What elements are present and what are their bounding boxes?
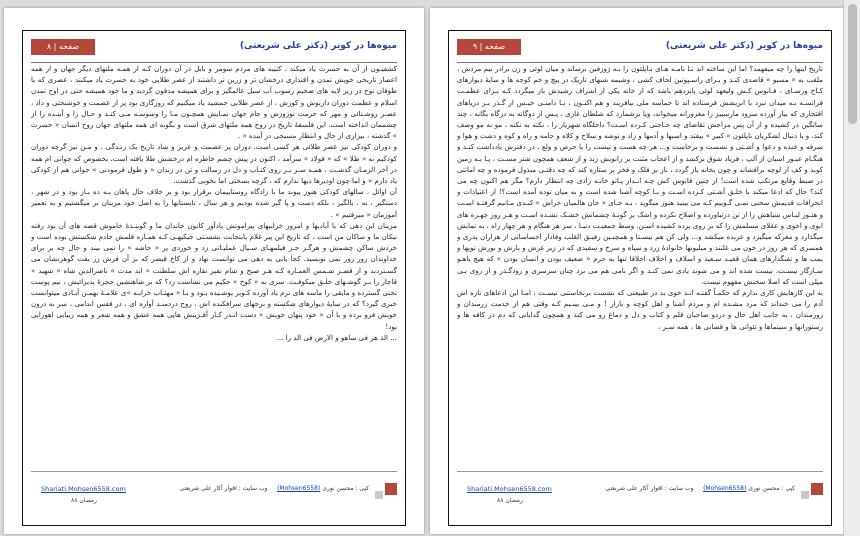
paragraph: و دوران کودکی نیز عصر طلائی هر کسی است. دوران پر عصمت و عزیز و شاد تاریخ یک زنـدگی . و مـن نیز گرچه دوران کودکیم نه « طلا » که « فولاد » سرآمد ، اکنون در پیش چشم خاطره ام درخشش طلا یافته است. بخصوص که جوانی ام همه در آخر الزمـان گذشـت ، همـه سـر بـر روی کتـاب و دل در رسالت و تن در زندان « و طول فرمودنی » جوانی هم از کودکی یاد دارم « و اما چون اودیرها دیها ندارم که ، گرچه بسختی اما بخوبی گذشت.	[31, 142, 397, 186]
book-title: میوه‌ها در کویر (دکتر علی شریعتی)	[239, 41, 397, 51]
page-footer	[31, 471, 397, 517]
footer-author-link[interactable]: (Mohsen6558)	[703, 485, 747, 492]
page-body	[31, 63, 397, 463]
running-head	[23, 37, 405, 57]
page-8	[4, 8, 424, 534]
footer-divider	[457, 471, 823, 472]
scrollbar-thumb[interactable]	[848, 4, 857, 124]
footer-site-link[interactable]: Shariati.Mohsen6558.com	[467, 485, 552, 493]
footer-author	[605, 485, 795, 492]
paragraph: کشفیـون از آن به حسرت یاد میکند ، کتیبه های مردم سومر و بابل در آن دوران کـه از همـه ملتهای دیگر جهان و از همه اعصار تاریخی خویش تمدن و اقتداری درخشان تر و زرین تر داشتند از عصر طلایی خود به حسرت یاد میکنند ، عصری که با طوفان نوح در زیر لایه های ضخیم رسوب آب سیل عالمگیر و برای همیشه مدفون گردید و ما خود همیشه حتی در اوج تمدن اسلام و عظمت دوران داریوش و کورش ، از عصر طلایی جمشید یاد میکنیم که روزگاری بود پر از عصمت و خوشبختی و داد ، عصـر روشـنائی و مهر که حرمت نوروزش و جام جهان نمـایش همچـون مـا را وسوسـه مـی کنـد و حـال را و آینـده را از چشممان انداخته است. این فلسفهٔ تاریخ در روح همه ملتهای شرق است و بگونه ای همه ملتهای جهان روح انسان « حسرت » گذشته ، بیزاری از حال و انتظار مسیحی در آینده « .	[31, 64, 397, 141]
paragraph: آن اوائل ، سالهای کودکی هنوز پیوند ما با زادگاه روستاییمان برقرار بود و بر خلاف حال پاهان بـه ده بـاز بود و در شهر ، دستگیر ، نه ، بالگیر ، بلکه دست و پا گیر شده بودیم و هر سال ، تابستانها را به اصل خود مزینان بر میگشتیم و به تعمیر آموزمان « میرفتیم » .	[31, 187, 397, 219]
page-frame	[448, 30, 832, 526]
footer-accent-square	[385, 483, 397, 495]
paragraph: تاریخ اینها را چه میفهمد؟ اما این ساخته اند تـا نامـه هـای نـاپلئون را بـه ژوزفین برساند و میان لوئی و زن برادر نیم مردش ، ملقب به « مسیو » قاصدی کنـد و بـرای راسـپوتین لحاف کشی ، وشیمه شبهای تاریک در پیچ و خم کوچه ها و سایهٔ دیوارهای کـاخ ورسـای ، فـانوس کـش ولیعهد لوئی پانزدهم باشد که از خانه یکی از اشراف رشیدش باز میگردد کـه بـرای عظمـت فرانسـه بـه میدان نبرد با انریشش فرستاده اند تا حماسه ملی بیافریند و هم اکنـون ، بـا دامنـی خیـس از گـذر بـر دریاهای افتخاری که بیار آورده سرود مارسییز را مغرورانه میخواند، ویا برشمارد که شلطان غازی ، پـس از دوگانه به درگاه یگانه ، چند ساتگین در کشیده و از آن پس مزاجش تقاضای چه حـاجتی کـرده اسـت؟ داخلگاه شهریار را ، نکته به نکته ، مو به مو وصف کند، و یا دنبال لشکریان ناپلئون « کبیر » بیفتد و اسبها و آدمها و زاد و توشه و سلاح و کلاه و جامه و راه و کوه و دشت و هوا و سرفه و خنده و دعوا و آشـتی و نشست و برخاست و... هر چه هست و نیست را با حرص و ولع ، در دفترش یادداشت کنـد و هنگـام عبـور اسبان از آلپ ، فریاد شوق برکشد و از اعجاب مثنت بر زانویش زند و از شعف همچون شتر مسـت ، پـا بـه زمین کوبد و کف از لوچه برافشاند و چون بخانه باز گردد ، ناز بر فلک و فخر بر ستاره کند که چه دقتـی مبذول فرموده و چه امانتی در ضبط وقایع مرتکب شده است! از چنین قانوس کش چـه انـداز پـاتو خانـه زادی چه انتظار دارم؟ مگر هم اکنون چه می کند؟ حال که ادعا میکند با خلـق آشـتی کـرده اسـت و بـا کوچه آشنا شده است و به میان توده آمده است؟! از اعتیادات و انحرافات قدیمش سخنی نمـی گـوییم کـه می بینید هنوز میگوید ، بـه جـای « جان هالمیان خراش » کنـدی مـانیم گرفتـه اسـت و هنـوز لبـاس سیاهش را از تن درنیاورده و اصلاح نکرده و اشک بر گونـهٔ چشمانش خشـک نشـده اسـت و هـر روز چهـره های ابوی و اخوی و عقلای مسلمش را که بر روی پرده کشیده اسـن. وسط جمعیـت دنیـا ، سر هر هنگام و هر چهار راه ، به نمایش میگذارد و معرکه میگیرد و عربده میکشد و... ولی کن هم نیسـتا و همچنـین رفیـق القلب وفادار احساسانی از هزاران پدری و همسری که هر روز در خون می غلتند و میلیونها خانوادهٔ زرد و سیاه و سرخ و سفیدی که در زیر غرش و بارش و بورش توپها و بمب ها و تفنگدارهای همان قفیـد سـعید و اسلاف و اخلاف اخلاقا تنها به جرم « ضعیف بودن و انسان بودن » که هیچ یاهـو سـازگار نیسـت، نیست شده اند و می شوند یادی نمی کنـد و اگر نامی هم می برد چنان سرسری و زودگـذر و از روی بـی میلی است که اصلا سخنش مفهوم نیست.	[457, 64, 823, 286]
page-body	[457, 63, 823, 463]
verse-line: ... الذ هر فی ساهو و الارض فی الد را ...	[276, 332, 397, 342]
footer-gray-square	[801, 491, 809, 499]
footer-author-link[interactable]: (Mohsen6558)	[277, 485, 321, 492]
page-frame	[22, 30, 406, 526]
page-number-tab: صفحه | ۸	[31, 39, 95, 55]
footer-gray-square	[375, 491, 383, 499]
book-title: میوه‌ها در کویر (دکتر علی شریعتی)	[665, 41, 823, 51]
vertical-scrollbar[interactable]	[843, 0, 860, 536]
page-footer	[457, 471, 823, 517]
footer-divider	[31, 471, 397, 472]
footer-site-link[interactable]: Shariati.Mohsen6558.com	[41, 485, 126, 493]
footer-author	[179, 485, 369, 492]
footer-date: رمضان ۸۸	[71, 497, 97, 504]
footer-accent-square	[811, 483, 823, 495]
running-head	[449, 37, 831, 57]
footer-note: وب سایت : اقوار آکار علی شریعتی	[605, 485, 694, 492]
footer-note: وب سایت : اقوار آکار علی شریعتی	[179, 485, 268, 492]
footer-author-name: کپی : محسن نوری	[322, 485, 369, 492]
footer-author-name: کپی : محسن نوری	[748, 485, 795, 492]
page-9	[430, 8, 850, 534]
paragraph: مزینان این دهی که با آبادیها و امروز خرابیهای پیرامونش یادآور کانون خاندان ما و گوینـدهٔ خاموش قصه های آن بود رفته نیکان ما و ساکان من است ، که تاریخ این پیر غلام پابنجابت نشسـتی جیکیهـی کـه همـاره قلمش خادم شکستش بوده است و خردش ساکن چشمش و هرگـز جـز فیلمهـای سـیال عملیـاتی زد و خوردی پر « حاشه » را نمی بیند و حال چه بر برای خداوندان زور زور نمی نوبسید. کجا یابی به دهی می توانست نهاد و از کاخ قیصر که بر آن فرش زر بفت گوهرنشان می گسـتردند و از قصـر شـمس العمـاره کـه هـر صبح و شام نفیر نقاره اش سلطنت « ابد مدت » ناصرالدین شاه « شهید » قاجار را بـر گوشـهای خلـق میکوفـت. سری به « کوخ » حکیم می نشاست زد؟ که بر شاهنشین حجرهٔ پدیرائیش ، نیم پوست تختی گسترده و مایقی را ماسه های نرم یاد آورده کـوبر پوشـیده بـود و بـا « مهتـاب خرابـه »ی علامـهٔ بهمـن آبـادی میتوانست خبری گیرد؟ که در سایهٔ دیوارهای شکسته و برجهای سرافکنده اش ، روح دردمنـد آواره ای ، در قفس اندامی ، سر به درون خویش فرو برده و با آن « خود پنهان خویش » دست انـدر کـار آفـرینش هایی همه عشق و همه شعر و همه زیبایی اهورایی بود!	[31, 220, 397, 331]
footer-date: رمضان ۸۸	[497, 497, 523, 504]
page-number-tab: صفحه | ۹	[457, 39, 521, 55]
paragraph: به این کارهایش کاری ندارم که حکمـاً گفتـه انـد خوی بد در طبیعتی که نشست برنخاستنی نیسـت ، امـا این ادعاهای تازه اش آدم را می خنداند که مرد مشـده ام و مردم آشنا و اهل کوچه و بازار ! و مـی بینـیم کـه وقتی هم از خدمت زرمندان و زورمندان ، به جانب اهل حال و دردو صاحبان قلم و کتاب و دل و دماغ رو می کند و همچون گدایانی که دم در کافه ها و رستورانها و سینماها و تئواتی ها و قصابی ها ، همه سـر ،	[457, 288, 823, 331]
